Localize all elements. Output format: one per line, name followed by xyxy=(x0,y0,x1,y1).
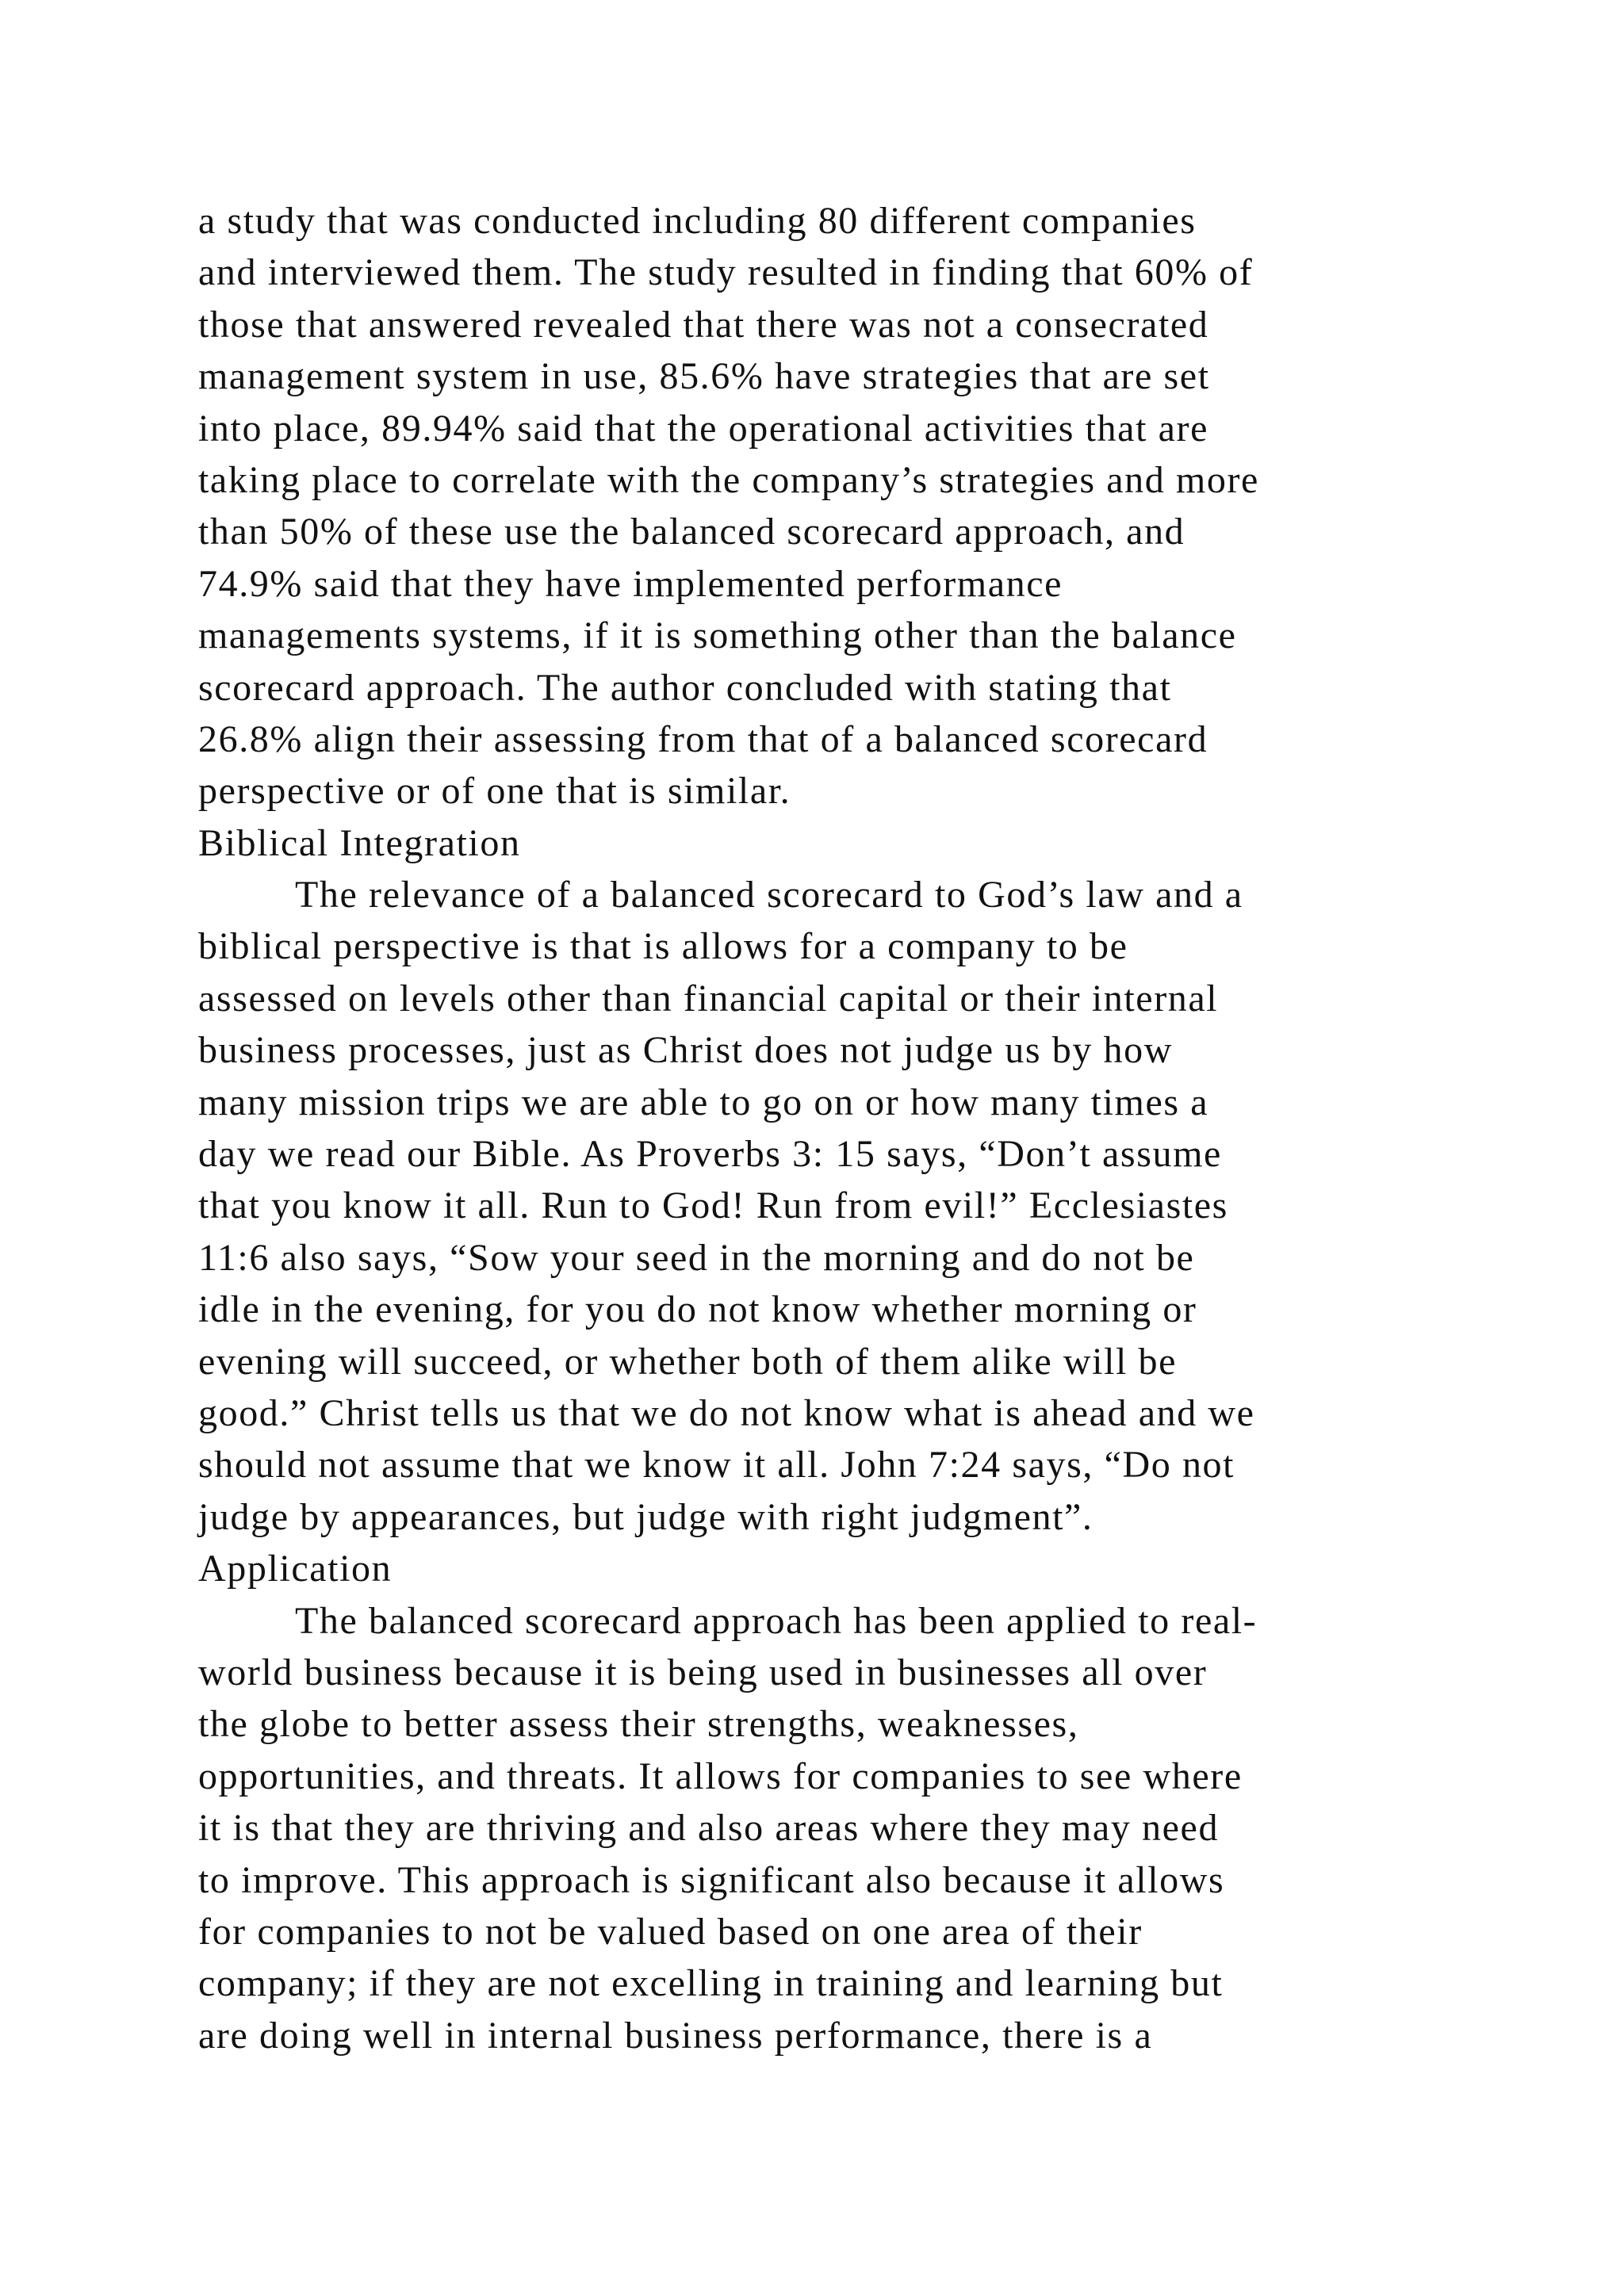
text-line: idle in the evening, for you do not know whether morning or xyxy=(198,1288,1197,1331)
text-line: a study that was conducted including 80 different companies xyxy=(198,200,1197,242)
text-line: good.” Christ tells us that we do not know what is ahead and we xyxy=(198,1391,1255,1434)
text-line: The relevance of a balanced scorecard to God’s law and a xyxy=(295,874,1243,916)
text-line: those that answered revealed that there was not a consecrated xyxy=(198,303,1209,346)
text-line: management system in use, 85.6% have strategies that are set xyxy=(198,355,1210,398)
text-line: The balanced scorecard approach has been applied to real- xyxy=(295,1599,1258,1642)
text-line: perspective or of one that is similar. xyxy=(198,770,791,813)
text-line: than 50% of these use the balanced scorecard approach, and xyxy=(198,511,1185,553)
text-line: to improve. This approach is significant also because it allows xyxy=(198,1858,1225,1901)
text-line: opportunities, and threats. It allows for companies to see where xyxy=(198,1755,1243,1797)
text-line: 74.9% said that they have implemented performance xyxy=(198,562,1063,605)
text-line: and interviewed them. The study resulted in finding that 60% of xyxy=(198,251,1254,294)
text-line: are doing well in internal business performance, there is a xyxy=(198,2014,1153,2057)
text-line: day we read our Bible. As Proverbs 3: 15 says, “Don’t assume xyxy=(198,1133,1222,1176)
text-line: managements systems, if it is something other than the balance xyxy=(198,614,1237,657)
document-body xyxy=(198,195,1467,2061)
text-line: scorecard approach. The author concluded with stating that xyxy=(198,666,1172,709)
section-heading-application: Application xyxy=(198,1548,393,1590)
text-line: many mission trips we are able to go on or how many times a xyxy=(198,1081,1209,1123)
text-line: assessed on levels other than financial capital or their internal xyxy=(198,977,1219,1020)
text-line: it is that they are thriving and also areas where they may need xyxy=(198,1807,1220,1850)
text-line: into place, 89.94% said that the operational activities that are xyxy=(198,407,1208,450)
text-line: taking place to correlate with the company’s strategies and more xyxy=(198,458,1259,501)
text-line: for companies to not be valued based on one area of their xyxy=(198,1910,1143,1953)
text-line: 11:6 also says, “Sow your seed in the morning and do not be xyxy=(198,1236,1195,1279)
text-line: that you know it all. Run to God! Run from evil!” Ecclesiastes xyxy=(198,1184,1228,1227)
text-line: evening will succeed, or whether both of them alike will be xyxy=(198,1340,1178,1383)
text-line: business processes, just as Christ does not judge us by how xyxy=(198,1029,1174,1072)
text-line: biblical perspective is that is allows for a company to be xyxy=(198,925,1128,968)
text-line: 26.8% align their assessing from that of a balanced scorecard xyxy=(198,718,1208,760)
text-line: company; if they are not excelling in training and learning but xyxy=(198,1962,1224,2005)
section-heading-biblical-integration: Biblical Integration xyxy=(198,821,521,864)
text-line: judge by appearances, but judge with right judgment”. xyxy=(198,1495,1094,1538)
text-line: the globe to better assess their strengths, weaknesses, xyxy=(198,1703,1079,1746)
text-line: should not assume that we know it all. John 7:24 says, “Do not xyxy=(198,1444,1235,1487)
text-line: world business because it is being used in businesses all over xyxy=(198,1651,1208,1693)
